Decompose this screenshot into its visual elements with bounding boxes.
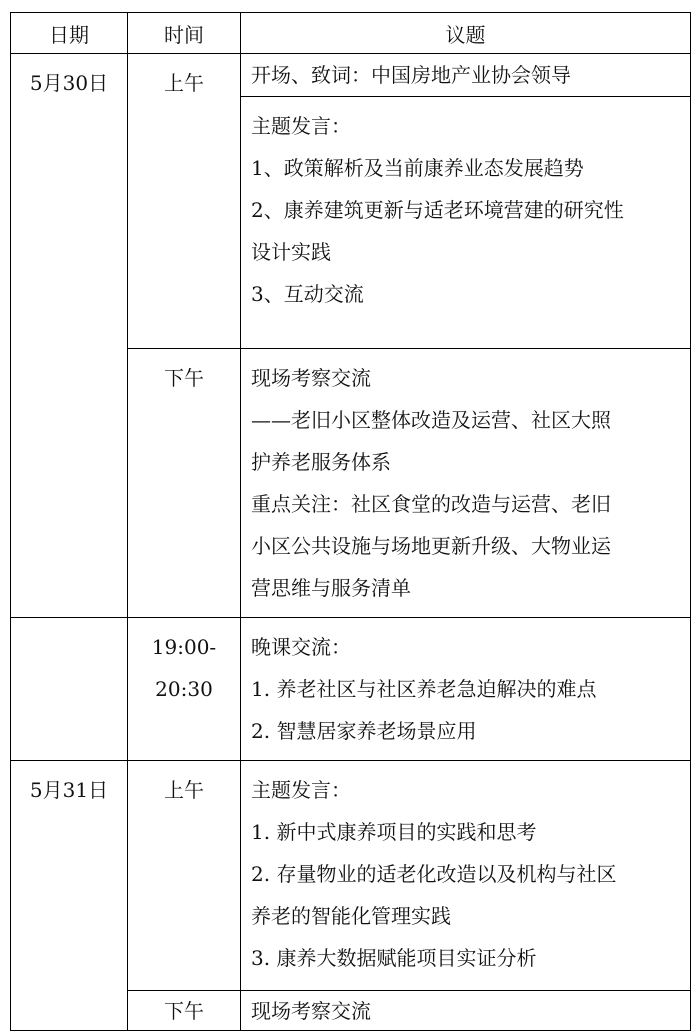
time-label: 20:30 [155, 677, 213, 701]
topic-cell-afternoon [241, 349, 691, 618]
time-label: 上午 [164, 71, 204, 95]
topic-line: 重点关注：社区食堂的改造与运营、老旧 [251, 492, 611, 516]
time-cell-day1-morning [128, 54, 241, 349]
topic-line: 2. 智慧居家养老场景应用 [251, 719, 477, 743]
time-label: 上午 [164, 778, 204, 802]
header-topic: 议题 [241, 13, 691, 54]
topic-line: 3、互动交流 [251, 282, 364, 306]
time-label: 19:00- [151, 635, 217, 659]
date-cell-day1 [11, 54, 128, 618]
table-row [11, 618, 691, 761]
topic-line: 晚课交流： [251, 635, 351, 659]
time-label: 下午 [164, 998, 204, 1023]
time-cell-day1-evening [128, 618, 241, 761]
topic-line: 2. 存量物业的适老化改造以及机构与社区 [251, 862, 617, 886]
topic-line: 小区公共设施与场地更新升级、大物业运 [251, 534, 611, 558]
topic-line: 护养老服务体系 [251, 450, 391, 474]
topic-line: 养老的智能化管理实践 [251, 904, 451, 928]
date-label: 5月30日 [29, 71, 109, 95]
topic-line: ——老旧小区整体改造及运营、社区大照 [251, 408, 611, 432]
header-date: 日期 [11, 13, 128, 54]
date-label: 5月31日 [29, 778, 109, 802]
topic-line: 3. 康养大数据赋能项目实证分析 [251, 946, 537, 970]
topic-cell-opening [241, 54, 691, 97]
topic-cell-evening [241, 618, 691, 761]
topic-cell-keynote [241, 97, 691, 349]
date-cell-empty [11, 618, 128, 761]
time-cell-day2-morning [128, 761, 241, 991]
topic-line: 营思维与服务清单 [251, 576, 411, 600]
date-cell-day2 [11, 761, 128, 1031]
topic-line: 主题发言： [251, 114, 351, 138]
time-label: 下午 [164, 366, 204, 390]
schedule-table [10, 12, 691, 1031]
topic-line: 设计实践 [251, 240, 331, 264]
topic-line: 1. 新中式康养项目的实践和思考 [251, 820, 537, 844]
header-time: 时间 [128, 13, 241, 54]
time-cell-day1-afternoon [128, 349, 241, 618]
topic-line: 现场考察交流 [251, 998, 371, 1023]
topic-cell-day2-morning [241, 761, 691, 991]
topic-line: 现场考察交流 [251, 366, 371, 390]
topic-line: 2、康养建筑更新与适老环境营建的研究性 [251, 198, 624, 222]
topic-line: 1. 养老社区与社区养老急迫解决的难点 [251, 677, 597, 701]
topic-line: 主题发言： [251, 778, 351, 802]
topic-line: 1、政策解析及当前康养业态发展趋势 [251, 156, 584, 180]
header-row [11, 13, 691, 54]
topic-cell-day2-afternoon [241, 991, 691, 1031]
table-row [11, 761, 691, 991]
topic-line: 开场、致词：中国房地产业协会领导 [251, 63, 571, 87]
time-cell-day2-afternoon [128, 991, 241, 1031]
table-row [11, 54, 691, 97]
